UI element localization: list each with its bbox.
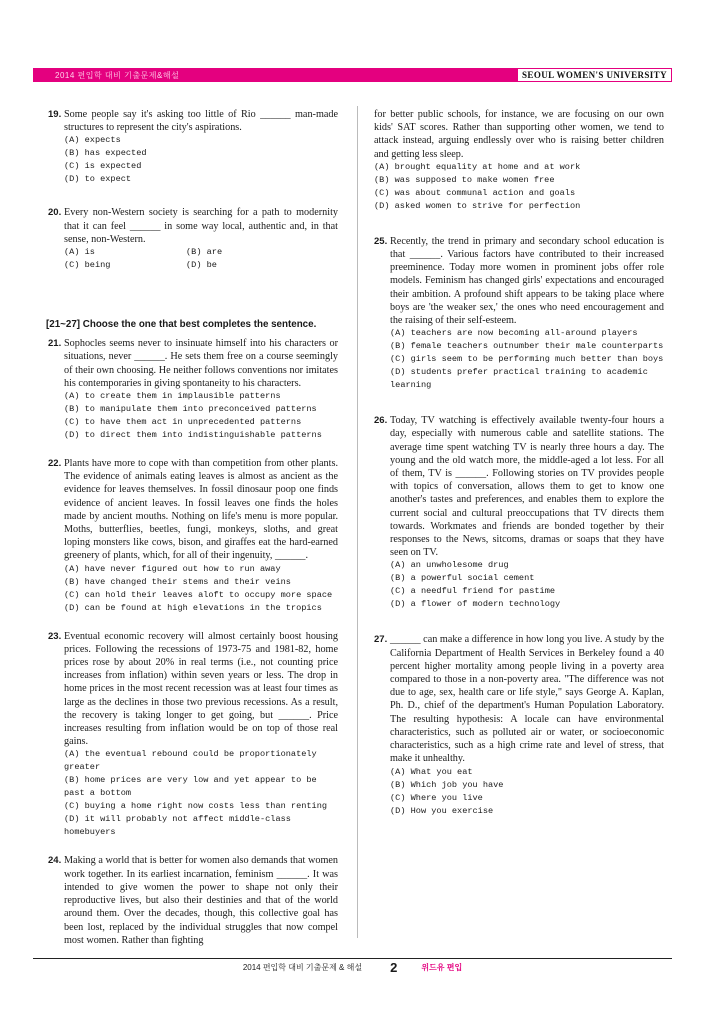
option-b: (B) a powerful social cement (390, 573, 535, 584)
option-c: (C) is expected (64, 161, 142, 172)
question-27 (374, 633, 664, 817)
question-number: 26. (374, 415, 388, 427)
option-b: (B) female teachers outnumber their male counterparts (390, 341, 664, 352)
question-stem: Making a world that is better for women also demands that women work together. In its earliest incarnation, feminism ______. It was intended to give women the power to shape not only their reproductive lives, but also their destinies and that of the world around them. Over the decades, though, this collective goal has been lost, replaced by the individual struggles that now compel most women. Rather than fighting (64, 855, 338, 946)
option-a: (A) teachers are now becoming all-around players (390, 328, 638, 339)
option-b: (B) was supposed to make women free (374, 174, 555, 185)
option-c: (C) can hold their leaves aloft to occupy more space (64, 589, 333, 600)
section-instruction: [21~27] Choose the one that best completes the sentence. (46, 319, 317, 331)
option-a: (A) the eventual rebound could be proportionately greater (64, 749, 317, 773)
option-c: (C) was about communal action and goals (374, 187, 576, 198)
column-divider (357, 106, 358, 938)
header-title: 2014 편입학 대비 기출문제&해설 (55, 70, 180, 80)
page-header (33, 68, 672, 82)
question-23 (48, 630, 338, 840)
question-stem: Recently, the trend in primary and secondary school education is that ______. Various factors have contributed to their increased preeminence. Today more women in prominent jobs offer role models. Feminism has changed girls' expectations and encouraged their ambition. A profound shift appears to be taking place where boys are 'the weaker sex,' the ones who need encouragement and the raising of their self-esteem. (390, 235, 664, 327)
question-stem: Sophocles seems never to insinuate himself into his characters or situations, never ______. He sets them free on a course seemingly of their own choosing. He neither follows conventions nor imitates his contemporaries in giving spontaneity to his characters. (64, 338, 338, 389)
option-d: (D) can be found at high elevations in the tropics (64, 602, 322, 613)
question-stem: ______ can make a difference in how long you live. A study by the California Department of Health Services in Berkeley found a 40 percent higher mortality among people living in a poverty area compared to those in a non-poverty area. "The difference was not due to age, sex, health care or life style," says George A. Kaplan, Ph. D., chief of the department's Human Population Laboratory. The resulting hypothesis: A locale can have environmental characteristics, such as polluted air or water, or socioeconomic characteristics, such as a high crime rate and level of stress, that make it unhealthy. (390, 634, 664, 765)
question-stem: Some people say it's asking too little of Rio ______ man-made structures to represent the city's aspirations. (64, 109, 338, 134)
footer-brand: 위드유 편입 (421, 962, 463, 972)
question-number: 21. (48, 338, 62, 350)
question-stem: Today, TV watching is effectively available twenty-four hours a day, especially with numerous cable and satellite stations. The average time spent watching TV is nearly three hours a day. The young and the old watch more, the middle-aged a lot less. For all of them, TV is ______. Following stories on TV provides people with topics of conversation, allows them to get to know one another's tastes and preferences, and enables them to explore the current social and cultural preoccupations that TV directs them towards. Workmates and friends are bonded together by their responses to the News, sitcoms, dramas or soaps that they have seen on TV. (390, 415, 664, 559)
option-c: (C) Where you live (390, 792, 483, 803)
option-a: (A) is (64, 247, 95, 258)
question-number: 22. (48, 458, 62, 470)
option-d: (D) be (186, 260, 217, 271)
option-b: (B) Which job you have (390, 779, 504, 790)
option-a: (A) to create them in implausible patterns (64, 391, 281, 402)
question-number: 20. (48, 207, 62, 219)
question-number: 23. (48, 630, 62, 642)
option-a: (A) expects (64, 135, 121, 146)
question-24-continued (374, 108, 664, 213)
question-25 (374, 235, 664, 392)
option-b: (B) are (186, 247, 223, 258)
option-d: (D) How you exercise (390, 805, 494, 816)
option-c: (C) being (64, 260, 111, 271)
page-footer (33, 958, 672, 975)
footer-title: 2014 편입학 대비 기출문제 & 해설 (242, 962, 363, 972)
option-c: (C) girls seem to be performing much better than boys (390, 354, 664, 365)
option-d: (D) students prefer practical training to academic learning (390, 367, 648, 391)
option-b: (B) has expected (64, 148, 147, 159)
option-a: (A) What you eat (390, 766, 473, 777)
option-d: (D) a flower of modern technology (390, 599, 561, 610)
left-column (48, 108, 338, 947)
option-b: (B) home prices are very low and yet appear to be past a bottom (64, 775, 317, 799)
option-d: (D) it will probably not affect middle-class homebuyers (64, 814, 291, 838)
question-19 (48, 108, 338, 186)
question-stem: Eventual economic recovery will almost certainly boost housing prices. Following the recessions of 1973-75 and 1981-82, home prices rose by about 20% in real terms (i.e., not counting price increases from inflation) within seven years or less. The drop in home prices in the most recent recession was at least four times as large as the declines in those two previous recessions. As a result, the recovery is taking longer to get going, but ______. Price increases resulting from inflation would be on top of those real gains. (64, 630, 338, 748)
question-stem-continued: for better public schools, for instance, we are focusing on our own kids' SAT scores. Rather than supporting other women, we tend to attack instead, arguing endlessly over who is raising better children and getting less sleep. (374, 109, 664, 160)
question-number: 24. (48, 855, 62, 867)
question-24 (48, 854, 338, 946)
right-column (374, 108, 664, 818)
option-c: (C) to have them act in unprecedented patterns (64, 417, 302, 428)
question-21 (48, 337, 338, 442)
option-a: (A) brought equality at home and at work (374, 161, 581, 172)
question-22 (48, 457, 338, 615)
option-c: (C) a needful friend for pastime (390, 586, 556, 597)
option-b: (B) to manipulate them into preconceived patterns (64, 404, 317, 415)
option-c: (C) buying a home right now costs less than renting (64, 801, 328, 812)
header-school-name: SEOUL WOMEN'S UNIVERSITY (518, 69, 671, 81)
question-26 (374, 414, 664, 611)
option-b: (B) have changed their stems and their veins (64, 576, 291, 587)
option-a: (A) have never figured out how to run away (64, 563, 281, 574)
option-a: (A) an unwholesome drug (390, 560, 509, 571)
option-d: (D) to expect (64, 174, 132, 185)
question-stem: Plants have more to cope with than competition from other plants. The evidence of animals eating leaves is almost as ancient as the evidence for leaves themselves. In fossil dinosaur poop one finds evidence of ancient leaves. In fossil leaves one finds the holes made by ancient mouths. Nothing on life's menu is more popular. Moths, butterflies, beetles, fungi, monkeys, sloths, and great loping monsters like cows, bison, and giraffes eat the hard-earned greenery of plants, which, for all of their ingenuity, ______. (64, 458, 338, 562)
question-20 (48, 206, 338, 272)
option-d: (D) to direct them into indistinguishable patterns (64, 430, 322, 441)
page-number: 2 (390, 959, 398, 975)
question-stem: Every non-Western society is searching for a path to modernity that it can feel ______ in some way local, authentic and, in that sense, non-Western. (64, 207, 338, 245)
question-number: 27. (374, 634, 388, 646)
option-d: (D) asked women to strive for perfection (374, 200, 581, 211)
question-number: 25. (374, 235, 388, 247)
question-number: 19. (48, 109, 62, 120)
